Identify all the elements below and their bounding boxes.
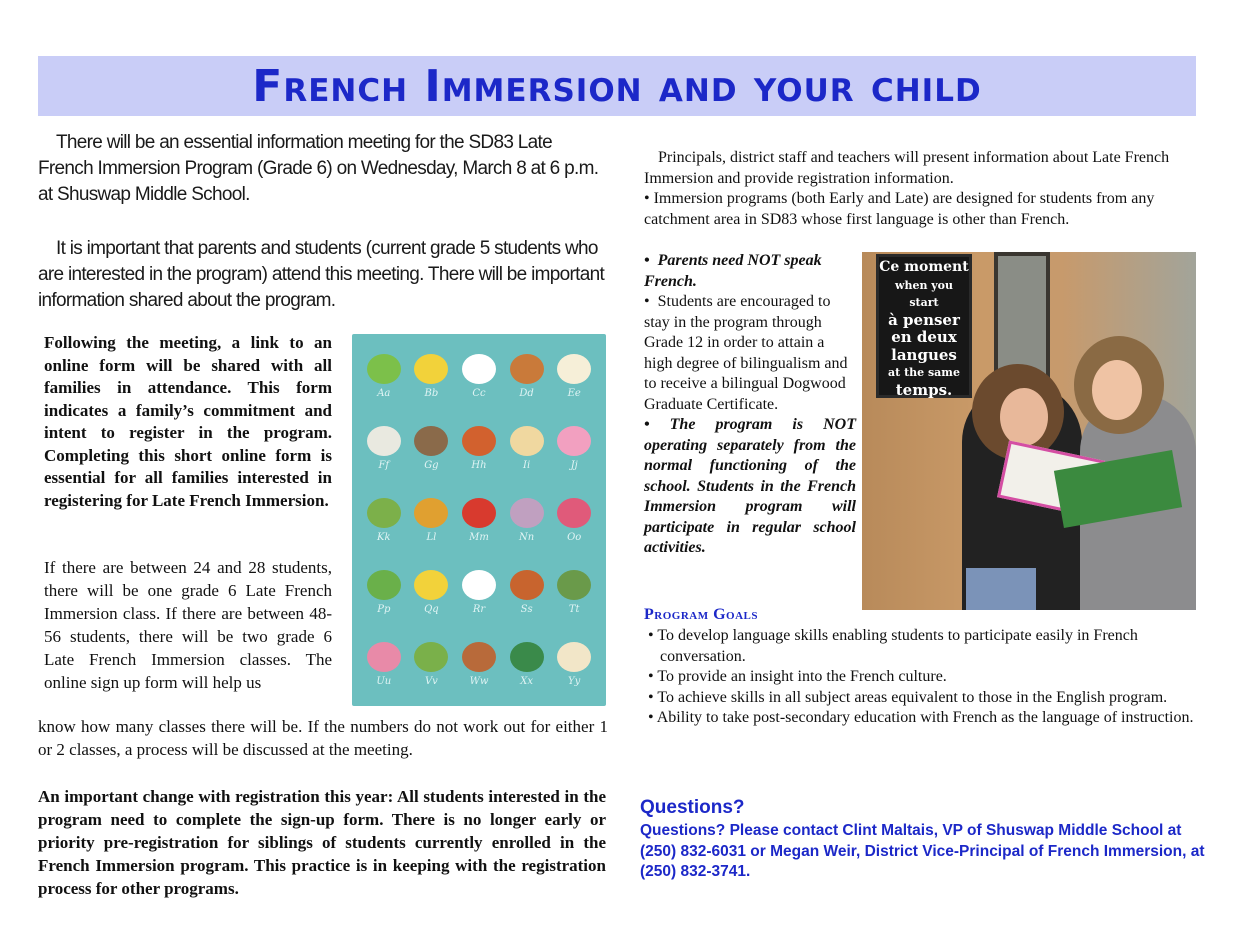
important-change-paragraph: An important change with registration this year: All students interested in the program need to complete the sign-up form. There is no longer early or priority pre-registration for siblings of students currently enrolled in the French Immersion program. This practice is in keeping with the registration process for other programs. [38, 787, 606, 898]
goal-item: • To achieve skills in all subject areas equivalent to those in the English program. [648, 688, 1200, 709]
numbers-paragraph-continued: know how many classes there will be. If the numbers do not work out for either 1 or 2 classes, a process will be discussed at the meeting. [38, 717, 608, 759]
alphabet-picture [462, 498, 496, 528]
alphabet-picture [557, 354, 591, 384]
questions-heading: Questions? [640, 797, 745, 818]
parents-bullet: • Parents need NOT speak French. [644, 252, 822, 290]
alphabet-letters: Ll [426, 531, 437, 543]
alphabet-picture [510, 570, 544, 600]
alphabet-picture [414, 354, 448, 384]
alphabet-cell [455, 412, 503, 484]
numbers-paragraph: If there are between 24 and 28 students, there will be one grade 6 Late French Immersion class. If there are between 48-56 students, there will be two grade 6 Late French Immersion classes. The online sign up form will help us [44, 558, 332, 692]
alphabet-picture [557, 498, 591, 528]
alphabet-cell [408, 412, 456, 484]
student-left-face [1000, 388, 1048, 446]
alphabet-cell [503, 484, 551, 556]
alphabet-cell [503, 412, 551, 484]
alphabet-picture [462, 354, 496, 384]
students-bullet-text: Students are encouraged to stay in the program through Grade 12 in order to attain a high degree of bilingualism and to receive a bilingual Dogwood Graduate Certificate. [644, 293, 848, 413]
students-reading-photo [862, 252, 1196, 610]
alphabet-letters: Nn [518, 531, 535, 543]
alphabet-picture [414, 642, 448, 672]
intro-paragraph-attendance: It is important that parents and students (current grade 5 students who are interested in the program) attend this meeting. There will be important information shared about the program. [38, 238, 605, 311]
questions-contact-text: Questions? Please contact Clint Maltais, VP of Shuswap Middle School at (250) 832-6031 or Megan Weir, District Vice-Principal of French Immersion, at (250) 832-3741. [640, 822, 1205, 880]
title-banner [38, 56, 1196, 116]
alphabet-picture [510, 642, 544, 672]
sign-line: when you start [894, 278, 954, 309]
alphabet-picture [557, 426, 591, 456]
alphabet-cell [360, 556, 408, 628]
alphabet-picture [414, 426, 448, 456]
parents-bullet-text: Parents need NOT speak French. [644, 252, 822, 290]
alphabet-cell [408, 556, 456, 628]
alphabet-cell [455, 628, 503, 700]
alphabet-cell [550, 556, 598, 628]
alphabet-cell [360, 412, 408, 484]
alphabet-letters: Pp [377, 603, 391, 615]
alphabet-letters: Mm [469, 531, 489, 543]
alphabet-picture [367, 426, 401, 456]
alphabet-cell [360, 340, 408, 412]
alphabet-letters: Gg [424, 459, 439, 471]
alphabet-picture [367, 642, 401, 672]
goal-item: • To provide an insight into the French culture. [648, 667, 1200, 688]
sign-line: en deux [891, 328, 957, 346]
alphabet-picture [414, 498, 448, 528]
alphabet-cell [360, 628, 408, 700]
alphabet-picture [367, 570, 401, 600]
alphabet-picture [557, 570, 591, 600]
alphabet-letters: Bb [424, 387, 439, 399]
alphabet-letters: Cc [472, 387, 486, 399]
right-intro-paragraph: Principals, district staff and teachers will present information about Late French Immersion and provide registration information. [644, 149, 1170, 187]
alphabet-cell [503, 628, 551, 700]
alphabet-cell [550, 484, 598, 556]
alphabet-cell [408, 628, 456, 700]
alphabet-letters: Tt [568, 603, 580, 615]
alphabet-letters: Rr [472, 603, 486, 615]
alphabet-picture [510, 354, 544, 384]
bullet-column [644, 251, 856, 559]
alphabet-cell [503, 340, 551, 412]
alphabet-picture [510, 498, 544, 528]
alphabet-picture [367, 498, 401, 528]
sign-line: à penser [888, 310, 960, 329]
alphabet-letters: Dd [519, 387, 534, 399]
alphabet-picture [510, 426, 544, 456]
sign-line: langues [891, 345, 957, 364]
alphabet-cell [408, 484, 456, 556]
program-bullet-text: The program is NOT operating separately from the normal functioning of the school. Students in the French Immersion program will participate in regular school activities. [644, 416, 856, 556]
french-sign [876, 254, 972, 398]
alphabet-cell [408, 340, 456, 412]
alphabet-picture [462, 642, 496, 672]
alphabet-cell [360, 484, 408, 556]
alphabet-cell [550, 628, 598, 700]
alphabet-letters: Vv [424, 675, 438, 687]
alphabet-cell [455, 556, 503, 628]
alphabet-letters: Ff [378, 459, 390, 471]
sign-line: Ce moment [879, 259, 969, 275]
program-goals-list [648, 626, 1200, 729]
page-title: French Immersion and your child [252, 61, 982, 112]
right-intro-block [644, 148, 1196, 230]
alphabet-grid [360, 340, 598, 700]
alphabet-letters: Xx [520, 675, 533, 687]
sign-line: at the same [888, 366, 960, 379]
alphabet-letters: Oo [567, 531, 582, 543]
student-right-face [1092, 360, 1142, 420]
goal-item: • Ability to take post-secondary education with French as the language of instruction. [648, 708, 1200, 729]
program-goals-heading: Program Goals [644, 606, 758, 623]
alphabet-cell [503, 556, 551, 628]
alphabet-letters: Ii [523, 459, 531, 471]
goal-item: • To develop language skills enabling students to participate easily in French conversation. [648, 626, 1200, 667]
alphabet-picture [414, 570, 448, 600]
alphabet-cell [550, 412, 598, 484]
sign-line: temps. [895, 380, 953, 399]
student-left-jeans [966, 568, 1036, 610]
alphabet-picture [557, 642, 591, 672]
alphabet-cell [550, 340, 598, 412]
alphabet-cell [455, 340, 503, 412]
alphabet-letters: Hh [471, 459, 487, 471]
following-paragraph: Following the meeting, a link to an online form will be shared with all families in attendance. This form indicates a family’s commitment and intent to register in the program. Completing this short online form is essential for all families interested in registering for Late French Immersion. [44, 333, 332, 510]
immersion-bullet: • Immersion programs (both Early and Late) are designed for students from any catchment area in SD83 whose first language is other than French. [644, 190, 1155, 228]
students-bullet: • Students are encouraged to stay in the program through Grade 12 in order to attain a high degree of bilingualism and to receive a bilingual Dogwood Graduate Certificate. [644, 293, 848, 413]
alphabet-letters: Kk [377, 531, 391, 543]
alphabet-letters: Uu [376, 675, 392, 687]
alphabet-letters: Jj [570, 459, 578, 471]
alphabet-letters: Yy [568, 675, 581, 687]
alphabet-letters: Qq [424, 603, 439, 615]
intro-paragraph-meeting: There will be an essential information meeting for the SD83 Late French Immersion Program (Grade 6) on Wednesday, March 8 at 6 p.m. at Shuswap Middle School. [38, 132, 599, 205]
alphabet-picture [462, 570, 496, 600]
alphabet-letters: Ww [469, 675, 489, 687]
alphabet-letters: Ss [520, 603, 533, 615]
alphabet-cell [455, 484, 503, 556]
program-bullet: • The program is NOT operating separately from the normal functioning of the school. Students in the French Immersion program will participate in regular school activities. [644, 416, 856, 556]
alphabet-picture [462, 426, 496, 456]
alphabet-letters: Aa [377, 387, 391, 399]
alphabet-poster-image [352, 334, 606, 706]
alphabet-letters: Ee [567, 387, 581, 399]
alphabet-picture [367, 354, 401, 384]
